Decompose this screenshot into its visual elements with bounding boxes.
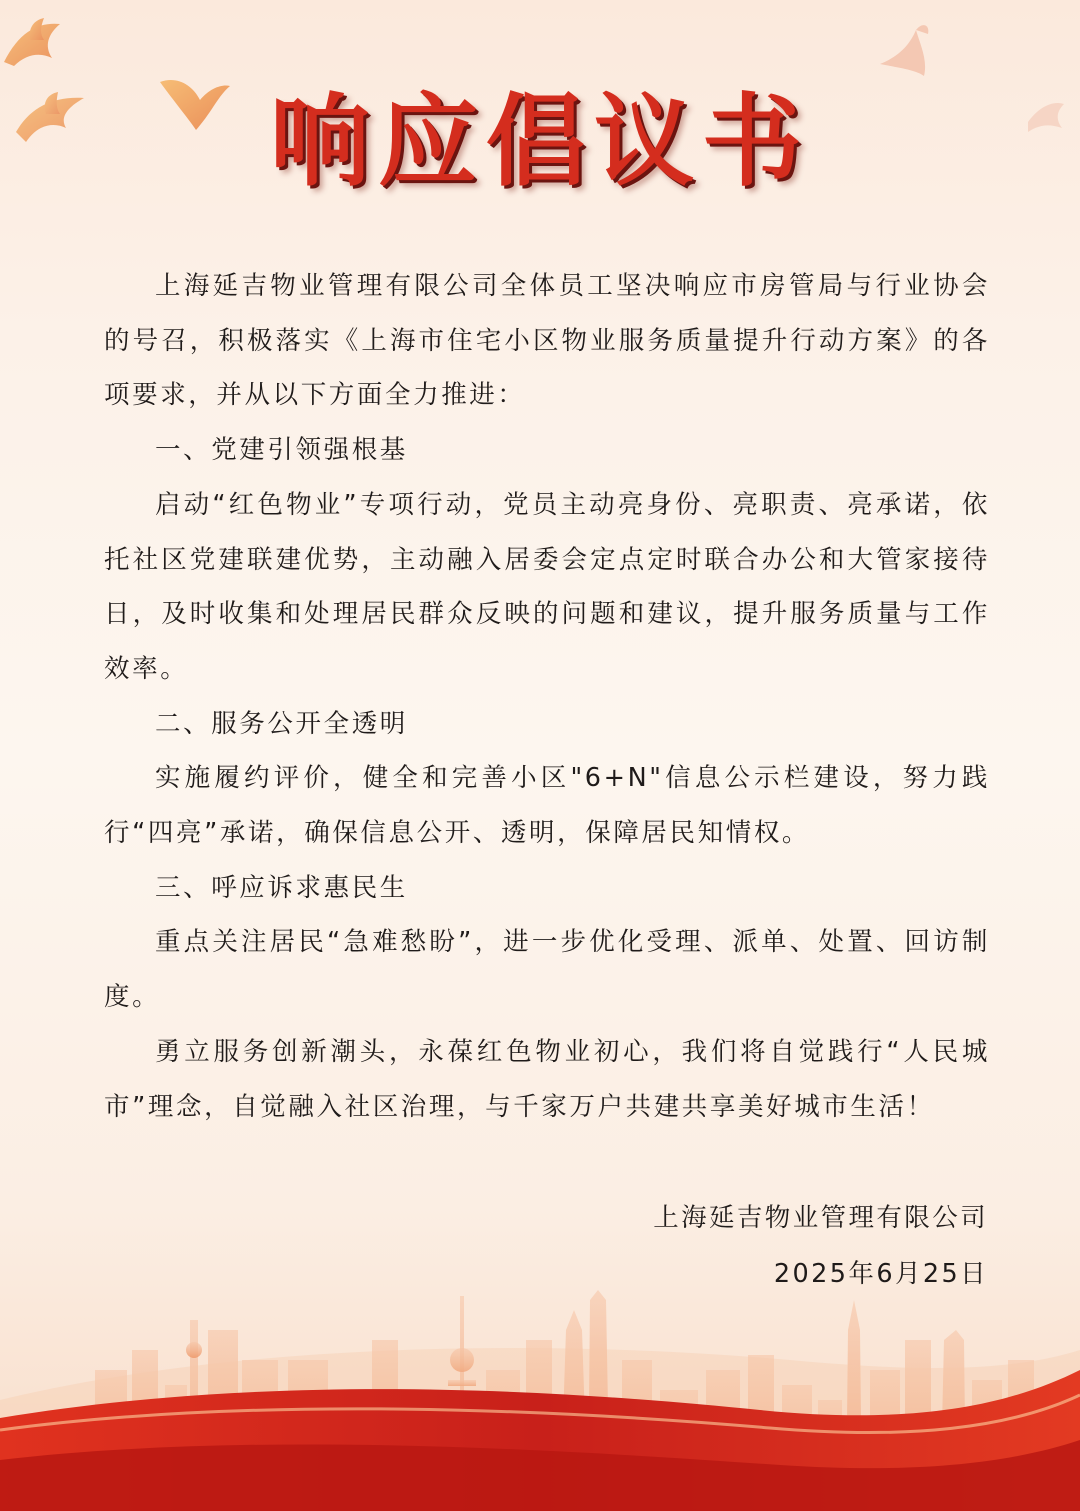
dove-icon xyxy=(4,18,60,66)
section-heading-3: 三、呼应诉求惠民生 xyxy=(155,872,408,903)
section-body-2: 实施履约评价，健全和完善小区"6+N"信息公示栏建设，努力践行“四亮”承诺，确保信息公开、透明，保障居民知情权。 xyxy=(104,763,990,849)
document-body xyxy=(104,259,990,1134)
section-heading-2: 二、服务公开全透明 xyxy=(155,708,408,739)
section-body-3: 重点关注居民“急难愁盼”，进一步优化受理、派单、处置、回访制度。 xyxy=(104,927,990,1013)
intro-paragraph: 上海延吉物业管理有限公司全体员工坚决响应市房管局与行业协会的号召，积极落实《上海市住宅小区物业服务质量提升行动方案》的各项要求，并从以下方面全力推进： xyxy=(104,271,990,411)
section-body-1: 启动“红色物业”专项行动，党员主动亮身份、亮职责、亮承诺，依托社区党建联建优势，主动融入居委会定点定时联合办公和大管家接待日，及时收集和处理居民群众反映的问题和建议，提升服务质量与工作效率。 xyxy=(104,489,990,684)
signature-block xyxy=(653,1190,988,1302)
section-heading-1: 一、党建引领强根基 xyxy=(155,435,408,466)
closing-paragraph: 勇立服务创新潮头，永葆红色物业初心，我们将自觉践行“人民城市”理念，自觉融入社区治理，与千家万户共建共享美好城市生活！ xyxy=(104,1036,990,1122)
dove-icon xyxy=(880,25,928,76)
page-title: 响应倡议书 xyxy=(270,83,810,200)
signature-company: 上海延吉物业管理有限公司 xyxy=(653,1203,988,1233)
red-wave xyxy=(0,1348,1080,1511)
signature-date: 2025年6月25日 xyxy=(773,1259,988,1289)
city-skyline xyxy=(95,1290,1070,1511)
